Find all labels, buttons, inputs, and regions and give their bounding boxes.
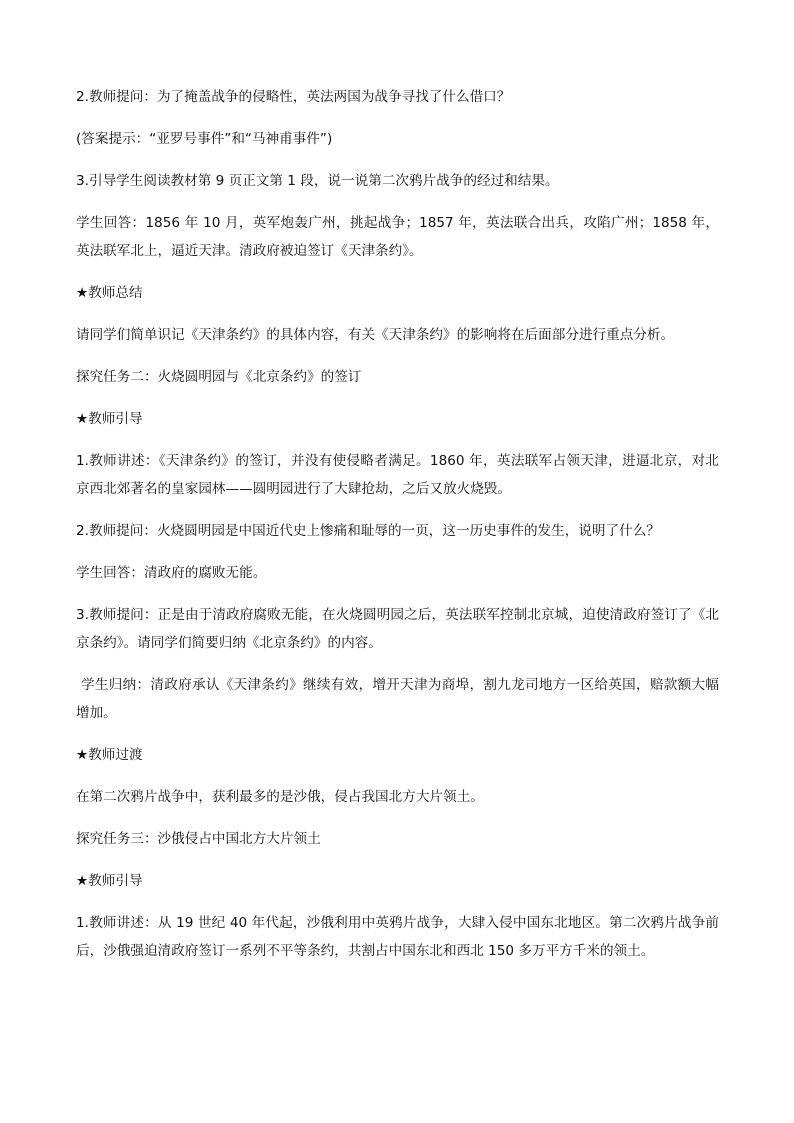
heading-teacher-guide-1: ★教师引导: [76, 411, 143, 427]
paragraph-transition-text: 在第二次鸦片战争中，获利最多的是沙俄，侵占我国北方大片领土。: [76, 789, 484, 805]
paragraph-answer-hint: (答案提示：“亚罗号事件”和“马神甫事件”): [76, 131, 333, 147]
heading-teacher-transition: ★教师过渡: [76, 747, 143, 763]
document-body: [76, 83, 719, 979]
paragraph-reading-guide: 3.引导学生阅读教材第 9 页正文第 1 段，说一说第二次鸦片战争的经过和结果。: [76, 173, 559, 189]
heading-teacher-summary: ★教师总结: [76, 285, 143, 301]
paragraph-tianjin-treaty-note: 请同学们简单识记《天津条约》的具体内容，有关《天津条约》的影响将在后面部分进行重点分析。: [76, 327, 675, 343]
paragraph-student-summary: 学生归纳：清政府承认《天津条约》继续有效，增开天津为商埠，割九龙司地方一区给英国，赔款额大幅增加。: [76, 677, 719, 721]
paragraph-teacher-question-yuanmingyuan: 2.教师提问：火烧圆明园是中国近代史上惨痛和耻辱的一页，这一历史事件的发生，说明了什么？: [76, 523, 660, 539]
paragraph-teacher-narration-1860: 1.教师讲述：《天津条约》的签订，并没有使侵略者满足。1860 年，英法联军占领天津，进逼北京，对北京西北郊著名的皇家园林——圆明园进行了大肆抢劫，之后又放火烧毁。: [76, 453, 719, 497]
paragraph-teacher-question-beijing-treaty: 3.教师提问：正是由于清政府腐败无能，在火烧圆明园之后，英法联军控制北京城，迫使清政府签订了《北京条约》。请同学们简要归纳《北京条约》的内容。: [76, 607, 719, 651]
paragraph-teacher-question-pretext: 2.教师提问：为了掩盖战争的侵略性，英法两国为战争寻找了什么借口？: [76, 89, 511, 105]
heading-task-three: 探究任务三：沙俄侵占中国北方大片领土: [76, 831, 321, 847]
heading-task-two: 探究任务二：火烧圆明园与《北京条约》的签订: [76, 369, 362, 385]
paragraph-student-answer-corruption: 学生回答：清政府的腐败无能。: [76, 565, 267, 581]
heading-teacher-guide-2: ★教师引导: [76, 873, 143, 889]
paragraph-student-answer-course: 学生回答：1856 年 10 月，英军炮轰广州，挑起战争；1857 年，英法联合出兵，攻陷广州；1858 年，英法联军北上，逼近天津。清政府被迫签订《天津条约》。: [76, 215, 719, 259]
paragraph-teacher-narration-russia: 1.教师讲述：从 19 世纪 40 年代起，沙俄利用中英鸦片战争，大肆入侵中国东北地区。第二次鸦片战争前后，沙俄强迫清政府签订一系列不平等条约，共割占中国东北和西北 150 多万平方千米的领土。: [76, 915, 719, 959]
